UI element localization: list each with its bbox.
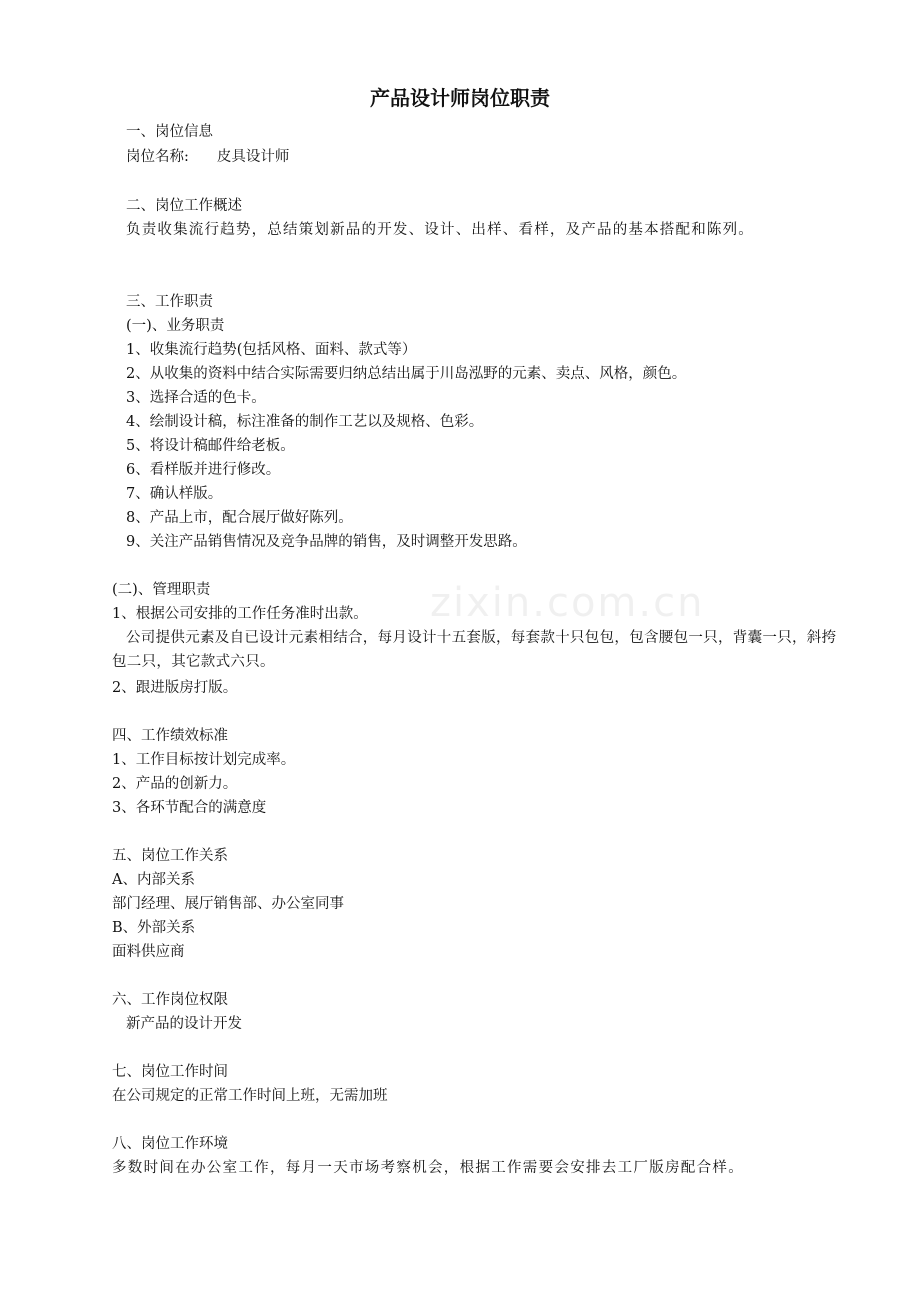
external-relations-text: 面料供应商 <box>112 944 185 960</box>
duty-item: 4、绘制设计稿，标注准备的制作工艺以及规格、色彩。 <box>126 414 484 430</box>
section-6-heading: 六、工作岗位权限 <box>112 992 228 1008</box>
external-relations-label: B、外部关系 <box>112 920 196 936</box>
section-7-heading: 七、岗位工作时间 <box>112 1064 228 1080</box>
duty-item: 3、选择合适的色卡。 <box>126 390 266 406</box>
duty-item: 7、确认样版。 <box>126 486 223 502</box>
position-name-value: 皮具设计师 <box>216 149 290 165</box>
duty-item: 6、看样版并进行修改。 <box>126 462 281 478</box>
work-time-text: 在公司规定的正常工作时间上班，无需加班 <box>112 1088 388 1104</box>
watermark: zixin.com.cn <box>430 580 705 626</box>
position-name-row <box>126 147 289 167</box>
duty-item: 1、收集流行趋势(包括风格、面料、款式等） <box>126 342 417 358</box>
section-2-heading: 二、岗位工作概述 <box>126 198 242 214</box>
business-duties-heading: (一)、业务职责 <box>126 318 225 334</box>
authority-text: 新产品的设计开发 <box>126 1016 242 1032</box>
duty-item: 9、关注产品销售情况及竞争品牌的销售，及时调整开发思路。 <box>126 534 527 550</box>
duty-item: 2、从收集的资料中结合实际需要归纳总结出属于川岛泓野的元素、卖点、风格，颜色。 <box>126 366 687 382</box>
section-1-heading: 一、岗位信息 <box>126 124 213 140</box>
section-3-heading: 三、工作职责 <box>126 294 213 310</box>
management-item-detail: 公司提供元素及自已设计元素相结合，每月设计十五套版，每套款十只包包，包含腰包一只，背囊一只，斜挎包二只，其它款式六只。 <box>112 630 837 670</box>
management-duties-heading: (二)、管理职责 <box>112 582 211 598</box>
performance-item: 1、工作目标按计划完成率。 <box>112 752 296 768</box>
position-name-label: 岗位名称: <box>126 149 189 165</box>
overview-text: 负责收集流行趋势，总结策划新品的开发、设计、出样、看样，及产品的基本搭配和陈列。 <box>126 222 754 238</box>
internal-relations-label: A、内部关系 <box>112 872 195 888</box>
document-title: 产品设计师岗位职责 <box>370 86 550 110</box>
performance-item: 3、各环节配合的满意度 <box>112 800 267 816</box>
section-4-heading: 四、工作绩效标准 <box>112 728 228 744</box>
management-item: 1、根据公司安排的工作任务准时出款。 <box>112 606 368 622</box>
section-5-heading: 五、岗位工作关系 <box>112 848 228 864</box>
performance-item: 2、产品的创新力。 <box>112 776 238 792</box>
management-item: 2、跟进版房打版。 <box>112 680 238 696</box>
duty-item: 5、将设计稿邮件给老板。 <box>126 438 295 454</box>
duty-item: 8、产品上市，配合展厅做好陈列。 <box>126 510 353 526</box>
work-environment-text: 多数时间在办公室工作，每月一天市场考察机会，根据工作需要会安排去工厂版房配合样。 <box>112 1160 744 1176</box>
internal-relations-text: 部门经理、展厅销售部、办公室同事 <box>112 896 344 912</box>
section-8-heading: 八、岗位工作环境 <box>112 1136 228 1152</box>
